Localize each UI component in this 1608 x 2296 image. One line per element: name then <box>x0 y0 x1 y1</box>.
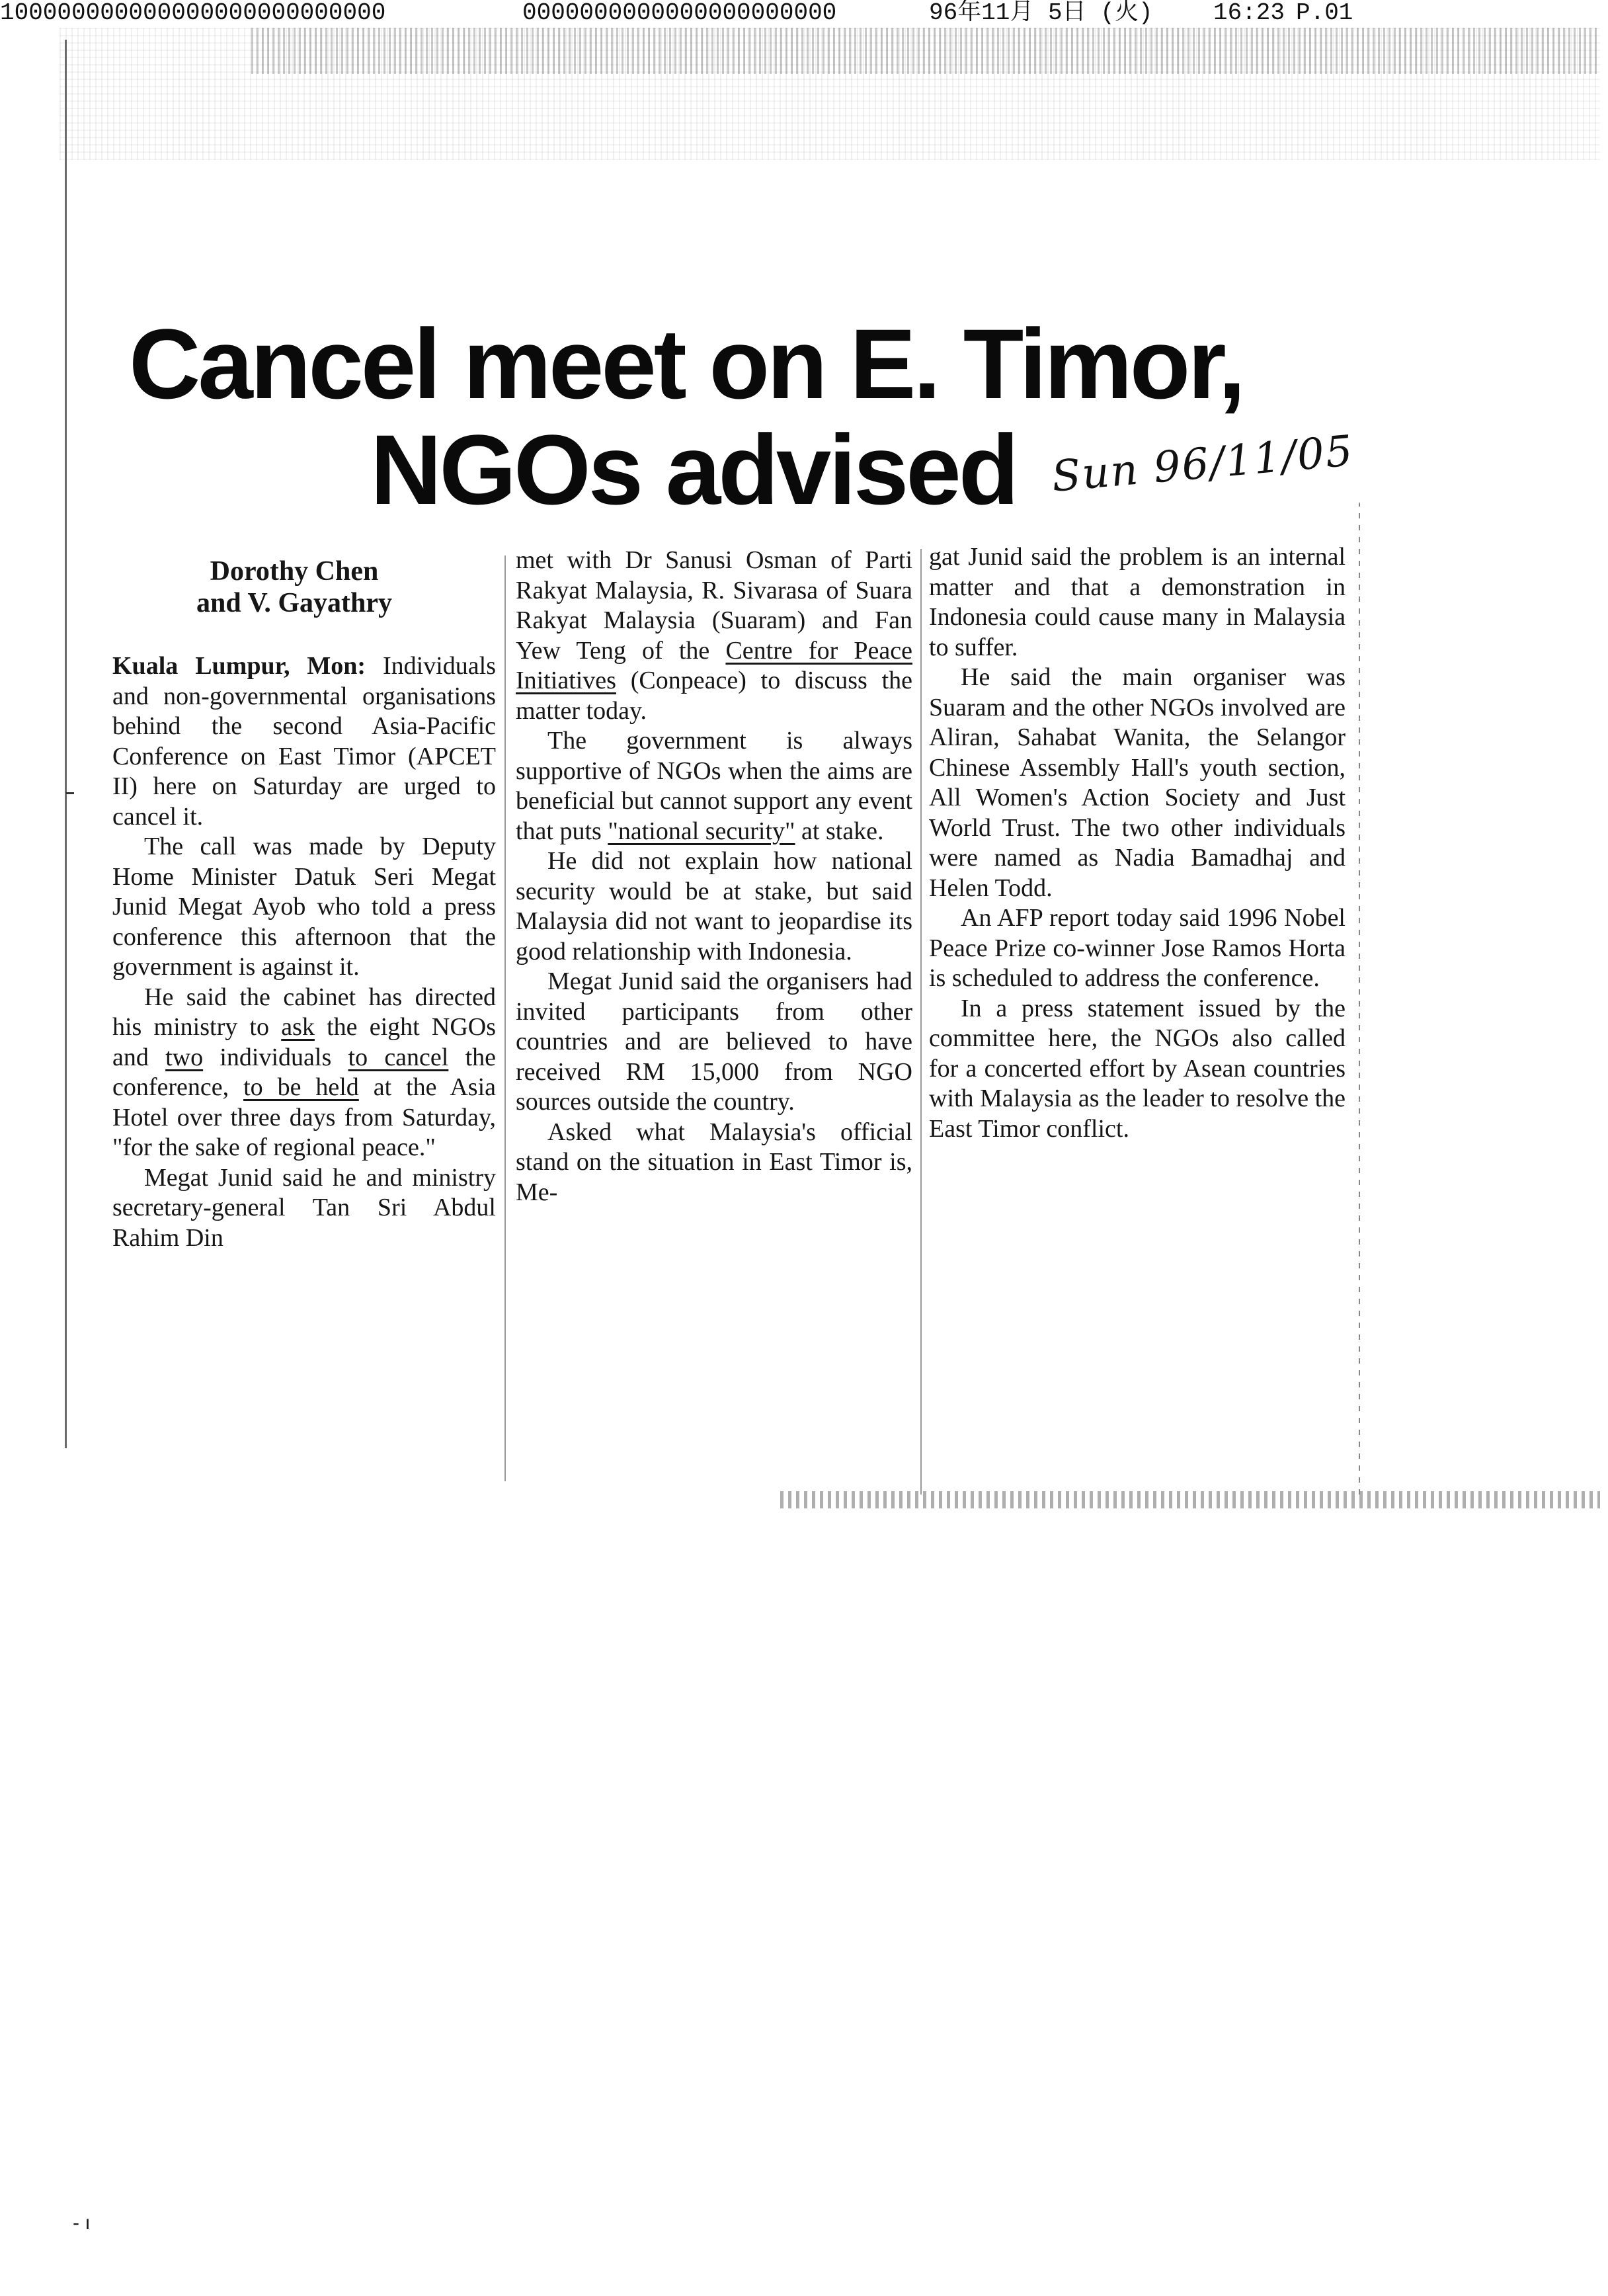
underlined-text: to cancel <box>348 1043 449 1071</box>
column-divider-1 <box>504 555 506 1481</box>
fax-date: 96年11月 5日 (火) <box>929 0 1153 26</box>
margin-mark <box>66 792 74 794</box>
paragraph-text: (Conpeace) to discuss the matter today. <box>516 667 913 725</box>
scan-noise-dark <box>251 28 1600 74</box>
underlined-text: to be held <box>243 1073 359 1101</box>
underlined-text: two <box>165 1043 204 1071</box>
fax-time: 16:23 <box>1213 0 1285 26</box>
underlined-text: Centre for Peace Initiatives <box>516 636 912 694</box>
paragraph: He said the main organiser was Suaram and the other NGOs involved are Aliran, Sahabat Wanita, the Selangor Chinese Assembly Hall's youth section, All Women's Action Society and Just World Trust. The two other individuals were named as Nadia Bamadhaj and Helen Todd. <box>929 663 1346 902</box>
paragraph-text: He said the cabinet has directed his ministry to <box>112 983 496 1041</box>
clipping-edge-left <box>65 40 67 1448</box>
paragraph: In a press statement issued by the committee here, the NGOs also called for a concerted effort by Asean countries with Malaysia as the leader to resolve the East Timor conflict. <box>929 994 1346 1143</box>
headline-line-2: NGOs advised <box>370 414 1017 525</box>
byline-author-2: and V. Gayathry <box>196 588 393 618</box>
article-column-3 <box>929 542 1346 1144</box>
paragraph-text: individuals <box>220 1043 332 1071</box>
paragraph <box>516 546 912 726</box>
underlined-text: "national security" <box>608 817 795 845</box>
paragraph: Megat Junid said the organisers had invited participants from other countries and are believed to have received RM 15,000 from NGO sources outside the country. <box>516 967 912 1116</box>
paragraph <box>112 651 496 832</box>
column-divider-2 <box>920 549 922 1495</box>
fax-page: P.01 <box>1296 0 1353 26</box>
paragraph-text: at the Asia Hotel over three days from Saturday, "for the sake of regional peace." <box>112 1073 497 1161</box>
underlined-text: ask <box>281 1013 315 1041</box>
paragraph-text: met with Dr Sanusi Osman of Parti Rakyat Malaysia, R. Sivarasa of Suara Rakyat Malaysia (Suaram) and Fan Yew Teng of the <box>516 546 912 665</box>
paragraph-text: Individuals and non-governmental organisations behind the second Asia-Pacific Conference on East Timor (APCET II) here on Saturday are urged to cancel it. <box>112 652 497 831</box>
article-column-1 <box>112 651 496 1253</box>
clipping-edge-right <box>1359 503 1360 1495</box>
paragraph-text: The government is always supportive of NGOs when the aims are beneficial but cannot support any event that puts <box>516 727 912 845</box>
paragraph <box>112 983 496 1163</box>
handwritten-date-note: Sun 96/11/05 <box>1049 427 1356 502</box>
paragraph-text: at stake. <box>801 817 884 845</box>
fax-header <box>0 0 1608 26</box>
headline-line-1: Cancel meet on E. Timor, <box>129 308 1244 419</box>
paragraph: He did not explain how national security would be at stake, but said Malaysia did not want to jeopardise its good relationship with Indonesia. <box>516 847 912 965</box>
byline-author-1: Dorothy Chen <box>210 556 379 587</box>
dateline: Kuala Lumpur, Mon: <box>112 652 366 680</box>
article-column-2 <box>516 546 912 1208</box>
paragraph <box>516 726 912 846</box>
page-corner-mark: - ı <box>73 2212 91 2234</box>
paragraph: An AFP report today said 1996 Nobel Peace Prize co-winner Jose Ramos Horta is scheduled to address the conference. <box>929 904 1346 992</box>
paragraph-text: the eight NGOs and <box>112 1013 497 1071</box>
scan-noise-bottom <box>780 1491 1600 1508</box>
byline <box>122 555 466 619</box>
paragraph: gat Junid said the problem is an internal matter and that a demonstration in Indonesia could cause many in Malaysia to suffer. <box>929 543 1346 661</box>
paragraph: The call was made by Deputy Home Minister Datuk Seri Megat Junid Megat Ayob who told a press conference this afternoon that the government is against it. <box>112 833 496 981</box>
fax-receiver-id: 0000000000000000000000 <box>522 0 837 26</box>
paragraph-text: the conference, <box>112 1043 497 1101</box>
fax-sender-id: 100000000000000000000000000 <box>0 0 386 26</box>
paragraph: Asked what Malaysia's official stand on the situation in East Timor is, Me- <box>516 1118 912 1206</box>
paragraph: Megat Junid said he and ministry secretary-general Tan Sri Abdul Rahim Din <box>112 1163 496 1252</box>
